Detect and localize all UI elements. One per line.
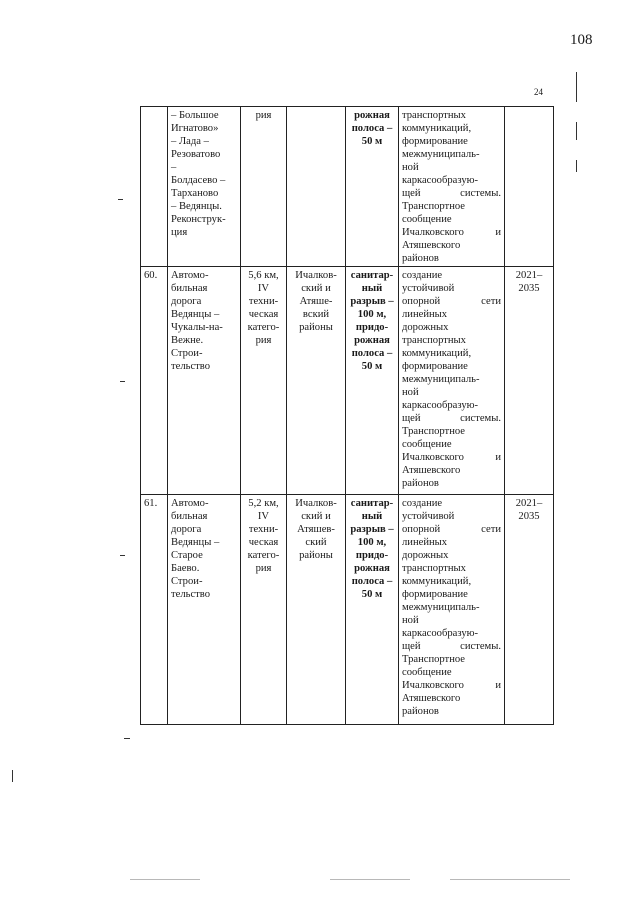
object-parameters-line: техни-: [248, 296, 279, 307]
object-parameters-line: рия: [255, 110, 272, 121]
purpose-line: Атяшевского: [402, 693, 461, 704]
object-name-line: – Большое: [171, 110, 219, 121]
object-name-cell: [168, 107, 241, 267]
object-parameters-line: катего-: [247, 550, 280, 561]
object-name-line: Ведянцы –: [171, 309, 220, 320]
object-parameters-line: IV: [257, 283, 270, 294]
object-name-line: Болдасево –: [171, 175, 226, 186]
implementation-period-line: 2021–: [515, 270, 543, 281]
district-line: районы: [299, 550, 333, 561]
district-line: Атяшев-: [297, 524, 335, 535]
object-name-line: Строи-: [171, 348, 203, 359]
object-name-line: Старое: [171, 550, 203, 561]
protection-zone-cell: [346, 267, 399, 495]
protection-zone-line: придо-: [355, 322, 389, 333]
row-number-cell: [141, 267, 168, 495]
district-line: ский: [305, 537, 327, 548]
protection-zone-line: рожная: [354, 335, 390, 346]
implementation-period-cell: [505, 495, 554, 725]
protection-zone-line: придо-: [355, 550, 389, 561]
table-row: [141, 495, 554, 725]
purpose-line: Ичалковского и: [402, 452, 501, 463]
object-parameters-cell: [241, 495, 287, 725]
protection-zone-line: разрыв –: [350, 524, 394, 535]
purpose-line: щей системы.: [402, 188, 501, 199]
object-name-line: дорога: [171, 296, 202, 307]
purpose-line: Ичалковского и: [402, 227, 501, 238]
object-parameters-line: катего-: [247, 322, 280, 333]
protection-zone-line: 50 м: [361, 361, 383, 372]
scan-mark: [130, 879, 200, 880]
object-parameters-line: техни-: [248, 524, 279, 535]
protection-zone-line: санитар-: [350, 498, 394, 509]
data-table: [140, 106, 554, 725]
object-name-line: Игнатово»: [171, 123, 219, 134]
protection-zone-line: 100 м,: [357, 309, 387, 320]
scan-mark: [450, 879, 570, 880]
object-parameters-cell: [241, 267, 287, 495]
purpose-cell: [399, 495, 505, 725]
scan-mark: [576, 72, 577, 102]
purpose-line: дорожных: [402, 322, 449, 333]
row-number-cell: [141, 495, 168, 725]
page-number: 108: [570, 32, 593, 48]
purpose-line: Транспортное: [402, 201, 465, 212]
purpose-cell: [399, 107, 505, 267]
protection-zone-line: 100 м,: [357, 537, 387, 548]
purpose-line: транспортных: [402, 563, 466, 574]
district-line: ский и: [301, 283, 331, 294]
district-cell: [287, 107, 346, 267]
table-row: [141, 267, 554, 495]
protection-zone-cell: [346, 495, 399, 725]
object-name-line: Строи-: [171, 576, 203, 587]
purpose-line: транспортных: [402, 335, 466, 346]
purpose-line: ной: [402, 387, 419, 398]
object-parameters-line: ческая: [248, 309, 279, 320]
implementation-period-cell: [505, 267, 554, 495]
object-parameters-line: рия: [255, 335, 272, 346]
object-parameters-line: 5,6 км,: [248, 270, 279, 281]
protection-zone-line: 50 м: [361, 589, 383, 600]
protection-zone-cell: [346, 107, 399, 267]
implementation-period-line: 2035: [518, 283, 540, 294]
scan-mark: [330, 879, 410, 880]
stamp-number: 24: [534, 87, 543, 97]
purpose-line: формирование: [402, 589, 468, 600]
purpose-line: щей системы.: [402, 413, 501, 424]
purpose-line: коммуникаций,: [402, 576, 472, 587]
scan-mark: [576, 160, 577, 172]
purpose-line: Атяшевского: [402, 240, 461, 251]
protection-zone-line: полоса –: [351, 348, 393, 359]
purpose-line: дорожных: [402, 550, 449, 561]
object-parameters-line: ческая: [248, 537, 279, 548]
purpose-line: сообщение: [402, 667, 452, 678]
protection-zone-line: разрыв –: [350, 296, 394, 307]
purpose-line: каркасообразую-: [402, 628, 479, 639]
protection-zone-line: санитар-: [350, 270, 394, 281]
purpose-line: щей системы.: [402, 641, 501, 652]
purpose-line: сообщение: [402, 439, 452, 450]
object-name-line: – Лада –: [171, 136, 209, 147]
district-line: Ичалков-: [295, 270, 337, 281]
scan-mark: [576, 122, 577, 140]
purpose-line: каркасообразую-: [402, 400, 479, 411]
object-name-line: ция: [171, 227, 188, 238]
object-parameters-line: 5,2 км,: [248, 498, 279, 509]
object-parameters-cell: [241, 107, 287, 267]
purpose-line: линейных: [402, 537, 448, 548]
object-name-line: тельство: [171, 589, 211, 600]
protection-zone-line: ный: [361, 283, 383, 294]
scan-mark: [120, 381, 125, 382]
purpose-line: Атяшевского: [402, 465, 461, 476]
implementation-period-line: 2035: [518, 511, 540, 522]
object-name-line: Баево.: [171, 563, 200, 574]
district-line: районы: [299, 322, 333, 333]
object-name-cell: [168, 495, 241, 725]
object-parameters-line: рия: [255, 563, 272, 574]
purpose-line: межмуниципаль-: [402, 374, 480, 385]
implementation-period-cell: [505, 107, 554, 267]
implementation-period-line: 2021–: [515, 498, 543, 509]
purpose-line: каркасообразую-: [402, 175, 479, 186]
object-name-cell: [168, 267, 241, 495]
object-name-line: Ведянцы –: [171, 537, 220, 548]
object-name-line: –: [171, 162, 177, 173]
object-name-line: бильная: [171, 283, 208, 294]
purpose-line: опорной сети: [402, 296, 501, 307]
purpose-line: районов: [402, 706, 439, 717]
object-name-line: Чукалы-на-: [171, 322, 223, 333]
protection-zone-line: 50 м: [361, 136, 383, 147]
object-name-line: – Ведянцы.: [171, 201, 222, 212]
object-name-line: Тарханово: [171, 188, 219, 199]
purpose-line: районов: [402, 478, 439, 489]
district-cell: [287, 495, 346, 725]
scan-mark: [12, 770, 13, 782]
scan-mark: [124, 738, 130, 739]
purpose-line: коммуникаций,: [402, 348, 472, 359]
protection-zone-line: ный: [361, 511, 383, 522]
purpose-line: районов: [402, 253, 439, 264]
purpose-line: опорной сети: [402, 524, 501, 535]
protection-zone-line: полоса –: [351, 123, 393, 134]
purpose-line: ной: [402, 162, 419, 173]
purpose-line: сообщение: [402, 214, 452, 225]
purpose-line: межмуниципаль-: [402, 149, 480, 160]
protection-zone-line: рожная: [354, 110, 390, 121]
protection-zone-line: рожная: [354, 563, 390, 574]
purpose-line: Ичалковского и: [402, 680, 501, 691]
object-name-line: дорога: [171, 524, 202, 535]
district-line: ский и: [301, 511, 331, 522]
row-number: 61.: [144, 498, 158, 509]
purpose-line: устойчивой: [402, 283, 455, 294]
object-name-line: Вежне.: [171, 335, 204, 346]
purpose-cell: [399, 267, 505, 495]
purpose-line: линейных: [402, 309, 448, 320]
table-row: [141, 107, 554, 267]
purpose-line: формирование: [402, 361, 468, 372]
object-parameters-line: IV: [257, 511, 270, 522]
object-name-line: Реконструк-: [171, 214, 226, 225]
district-line: Ичалков-: [295, 498, 337, 509]
purpose-line: коммуникаций,: [402, 123, 472, 134]
purpose-line: транспортных: [402, 110, 466, 121]
scan-mark: [120, 555, 125, 556]
object-name-line: Автомо-: [171, 498, 209, 509]
object-name-line: Резоватово: [171, 149, 221, 160]
object-name-line: Автомо-: [171, 270, 209, 281]
row-number-cell: [141, 107, 168, 267]
purpose-line: Транспортное: [402, 654, 465, 665]
purpose-line: создание: [402, 270, 443, 281]
district-line: вский: [302, 309, 330, 320]
district-line: Атяше-: [299, 296, 333, 307]
object-name-line: бильная: [171, 511, 208, 522]
purpose-line: устойчивой: [402, 511, 455, 522]
protection-zone-line: полоса –: [351, 576, 393, 587]
purpose-line: Транспортное: [402, 426, 465, 437]
row-number: 60.: [144, 270, 158, 281]
purpose-line: ной: [402, 615, 419, 626]
scan-mark: [118, 199, 123, 200]
object-name-line: тельство: [171, 361, 211, 372]
purpose-line: межмуниципаль-: [402, 602, 480, 613]
district-cell: [287, 267, 346, 495]
purpose-line: создание: [402, 498, 443, 509]
purpose-line: формирование: [402, 136, 468, 147]
